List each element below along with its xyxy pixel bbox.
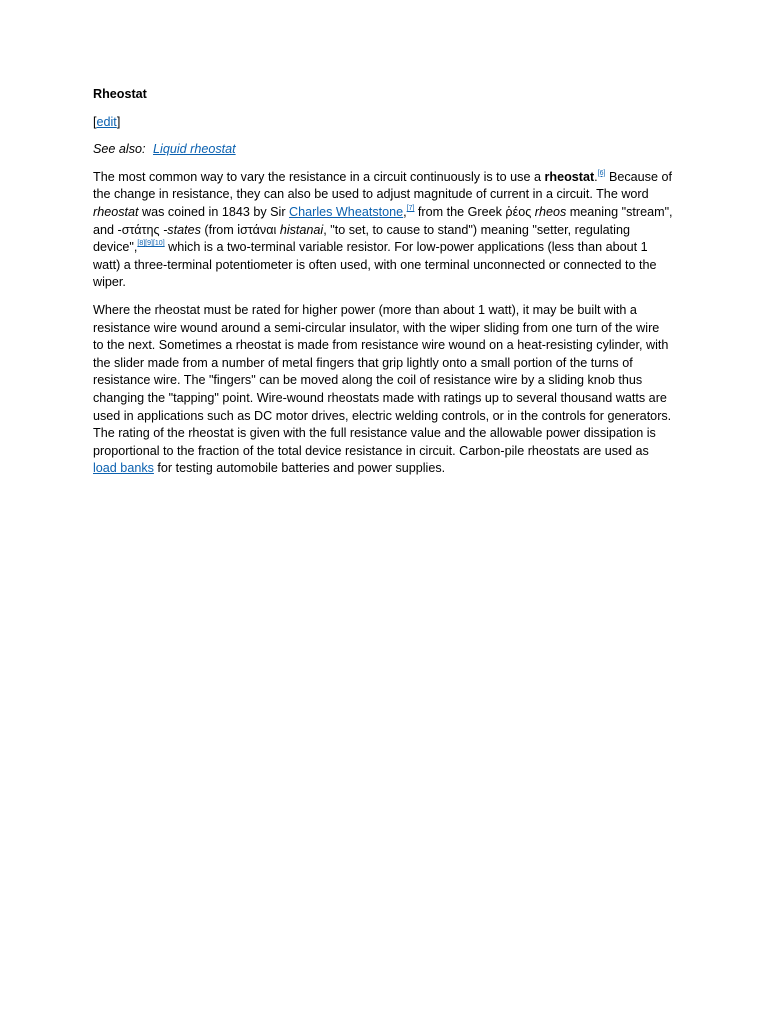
section-title: Rheostat [93, 87, 147, 101]
p1-text: , "to set, to cause to stand") meaning "setter, regulating device", [93, 222, 630, 255]
citation-link-10[interactable]: [10] [152, 240, 165, 248]
p2-text: Where the rheostat must be rated for higher power (more than about 1 watt), it may be built with a resistance wire wound around a semi-circular insulator, with the wiper sliding from one turn of the wire to the next. Sometimes a rheostat is made from resistance wire wound on a heat-resisting cylinder, with the slider made from a number of metal fingers that grip lightly onto a small portion of the turns of resistance wire. The "fingers" can be moved along the coil of resistance wire by a sliding knob thus changing the "tapping" point. Wire-wound rheostats made with ratings up to several thousand watts are used in applications such as DC motor drives, electric welding controls, or in the controls for generators. The rating of the rheostat is given with the full resistance value and the allowable power dissipation is proportional to the fraction of the total device resistance in circuit. Carbon-pile rheostats are used as [93, 302, 672, 458]
p1-italic-states: -states [163, 222, 201, 237]
paragraph-2 [93, 302, 673, 478]
citation-link-8[interactable]: [8] [137, 240, 146, 248]
paragraph-1 [93, 169, 673, 292]
p1-text: , [403, 204, 407, 219]
p1-text: (from ἱστάναι [200, 222, 280, 237]
edit-section [93, 114, 673, 132]
p1-italic-histanai: histanai [279, 222, 324, 237]
p1-text: . [594, 169, 598, 184]
p1-text: meaning "stream", and -στάτης [93, 204, 673, 237]
see-also-note [93, 141, 673, 159]
citation-link-9[interactable]: [9] [145, 240, 153, 248]
p1-bold-rheostat: rheostat [544, 169, 595, 184]
p2-text: for testing automobile batteries and power supplies. [153, 461, 446, 476]
link-load-banks[interactable]: load banks [93, 461, 154, 476]
citation-link-6[interactable]: [6] [597, 169, 606, 177]
p1-text: was coined in 1843 by Sir [138, 204, 290, 219]
p1-text: from the Greek ῥέος [414, 204, 535, 219]
document-page [93, 86, 673, 488]
p1-text: which is a two-terminal variable resistor. For low-power applications (less than about 1 watt) a three-terminal potentiometer is often used, with one terminal unconnected or connected to the wiper. [93, 240, 657, 290]
see-also-link-liquid-rheostat[interactable]: Liquid rheostat [153, 142, 236, 157]
citation-8-9-10 [137, 240, 164, 247]
citation-link-7[interactable]: [7] [406, 204, 415, 212]
p1-italic-rheos: rheos [534, 204, 567, 219]
p1-text: Because of the change in resistance, they can also be used to adjust magnitude of current in a circuit. The word [93, 169, 672, 202]
p1-text: The most common way to vary the resistance in a circuit continuously is to use a [93, 169, 545, 184]
edit-link[interactable]: edit [96, 114, 117, 129]
link-charles-wheatstone[interactable]: Charles Wheatstone [289, 204, 404, 219]
edit-bracket-open: [ [93, 114, 97, 129]
see-also-label: See also: [93, 142, 146, 157]
p1-italic-rheostat: rheostat [93, 204, 139, 219]
edit-bracket-close: ] [116, 114, 121, 129]
